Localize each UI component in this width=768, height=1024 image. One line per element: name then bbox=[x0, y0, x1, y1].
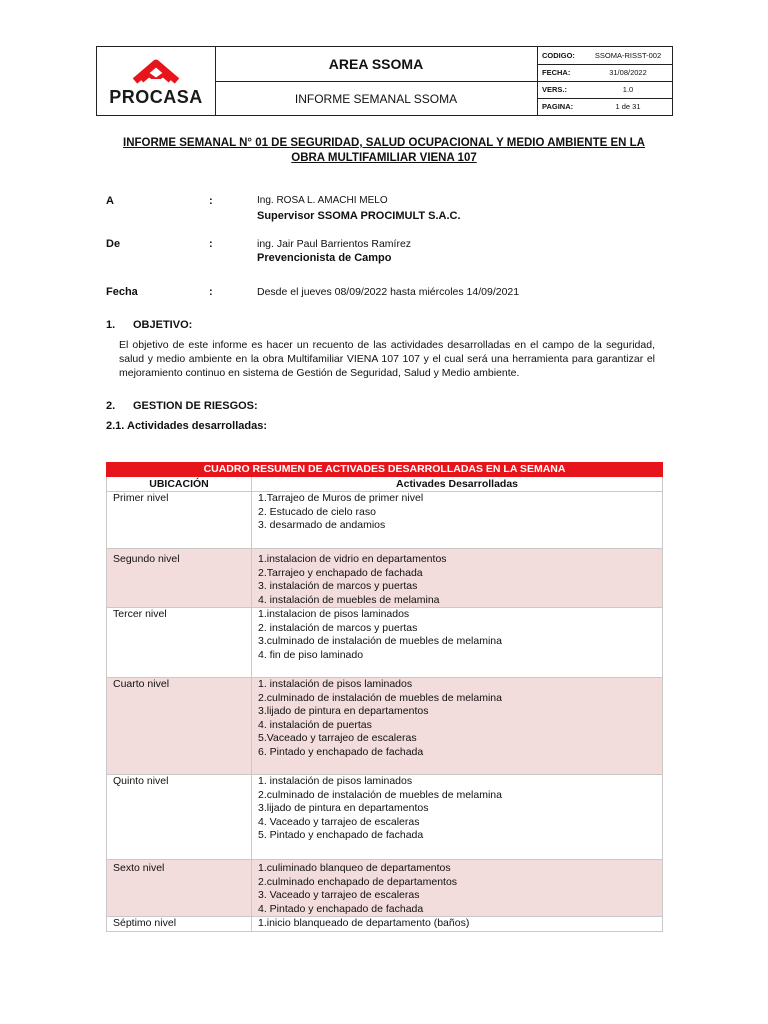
location-cell: Séptimo nivel bbox=[107, 917, 252, 932]
activities-cell bbox=[252, 917, 663, 932]
activities-cell bbox=[252, 678, 663, 775]
meta-label: VERS.: bbox=[542, 85, 568, 94]
activity-item: 2.culminado de instalación de muebles de melamina bbox=[258, 691, 502, 704]
to-role: Supervisor SSOMA PROCIMULT S.A.C. bbox=[257, 210, 461, 222]
activity-item: 1.inicio blanqueado de departamento (baños) bbox=[258, 917, 470, 929]
meta-row-date bbox=[538, 64, 673, 82]
table-row bbox=[107, 492, 663, 549]
meta-value: SSOMA-RISST-002 bbox=[594, 51, 662, 60]
meta-row-page bbox=[538, 98, 673, 115]
activity-item: 2.culminado enchapado de departamentos bbox=[258, 875, 458, 888]
report-title: INFORME SEMANAL SSOMA bbox=[294, 91, 458, 106]
document-header bbox=[96, 46, 673, 116]
logo-wordmark: PROCASA bbox=[109, 87, 203, 107]
activity-item: 1.instalacion de vidrio en departamentos bbox=[258, 553, 447, 565]
from-name: ing. Jair Paul Barrientos Ramírez bbox=[257, 238, 412, 250]
location-cell: Sexto nivel bbox=[107, 860, 252, 917]
activity-item: 4. Pintado y enchapado de fachada bbox=[258, 902, 424, 915]
table-row bbox=[107, 917, 663, 932]
document-meta bbox=[537, 47, 673, 115]
meta-value: 31/08/2022 bbox=[609, 68, 647, 77]
table-row bbox=[107, 860, 663, 917]
colon: : bbox=[209, 195, 213, 207]
column-header-location: UBICACIÓN bbox=[107, 477, 252, 492]
meta-row-code bbox=[538, 47, 673, 65]
meta-label: FECHA: bbox=[542, 68, 571, 77]
date-label: Fecha bbox=[106, 286, 138, 298]
date-value: Desde el jueves 08/09/2022 hasta miércoles 14/09/2021 bbox=[257, 286, 520, 298]
from-role: Prevencionista de Campo bbox=[257, 252, 392, 264]
column-header-activities: Activades Desarrolladas bbox=[252, 477, 663, 492]
location-cell: Quinto nivel bbox=[107, 775, 252, 860]
activity-item: 3.culminado de instalación de muebles de melamina bbox=[258, 635, 502, 647]
activity-item: 3. instalación de marcos y puertas bbox=[258, 580, 418, 592]
activity-item: 2. instalación de marcos y puertas bbox=[258, 621, 418, 634]
activity-item: 4. fin de piso laminado bbox=[258, 648, 364, 661]
activity-item: 2.culminado de instalación de muebles de melamina bbox=[258, 788, 502, 801]
section-2-heading: GESTION DE RIESGOS: bbox=[133, 400, 258, 412]
colon: : bbox=[209, 286, 213, 298]
company-logo bbox=[97, 47, 216, 115]
meta-label: CODIGO: bbox=[542, 51, 575, 60]
activity-item: 3.lijado de pintura en departamentos bbox=[258, 802, 429, 814]
activity-item: 3. Vaceado y tarrajeo de escaleras bbox=[258, 889, 420, 901]
location-cell: Primer nivel bbox=[107, 492, 252, 549]
activity-item: 4. Vaceado y tarrajeo de escaleras bbox=[258, 815, 420, 828]
table-row bbox=[107, 678, 663, 775]
meta-value: 1.0 bbox=[622, 85, 634, 94]
activity-item: 6. Pintado y enchapado de fachada bbox=[258, 745, 424, 758]
to-label: A bbox=[106, 195, 114, 207]
activity-item: 5. Pintado y enchapado de fachada bbox=[258, 829, 424, 841]
location-cell: Segundo nivel bbox=[107, 549, 252, 608]
table-caption: CUADRO RESUMEN DE ACTIVADES DESARROLLADAS EN LA SEMANA bbox=[107, 463, 663, 477]
activity-item: 3. desarmado de andamios bbox=[258, 519, 386, 531]
activities-cell bbox=[252, 549, 663, 608]
location-cell: Tercer nivel bbox=[107, 608, 252, 678]
activities-cell bbox=[252, 860, 663, 917]
objective-paragraph: El objetivo de este informe es hacer un recuento de las actividades desarrolladas en el campo de la seguridad, salud y medio ambiente en la obra Multifamiliar VIENA 107 107 y el cual será una herramienta para garantizar el mejoramiento continuo en sistema de Gestión de Seguridad, Salud y Medio ambiente. bbox=[119, 339, 655, 379]
activity-item: 1.Tarrajeo de Muros de primer nivel bbox=[258, 492, 424, 504]
location-cell: Cuarto nivel bbox=[107, 678, 252, 775]
activity-item: 1. instalación de pisos laminados bbox=[258, 678, 413, 690]
activity-item: 4. instalación de muebles de melamina bbox=[258, 593, 440, 606]
to-name: Ing. ROSA L. AMACHI MELO bbox=[257, 195, 388, 206]
section-1-heading: OBJETIVO: bbox=[133, 319, 193, 331]
table-row bbox=[107, 549, 663, 608]
area-title: AREA SSOMA bbox=[215, 47, 537, 82]
meta-row-version bbox=[538, 81, 673, 99]
activities-cell bbox=[252, 608, 663, 678]
activity-item: 4. instalación de puertas bbox=[258, 718, 372, 731]
activity-item: 2.Tarrajeo y enchapado de fachada bbox=[258, 566, 423, 579]
activity-item: 1.culiminado blanqueo de departamentos bbox=[258, 862, 451, 874]
section-1-number: 1. bbox=[106, 319, 116, 331]
meta-label: PAGINA: bbox=[542, 102, 574, 111]
activities-table bbox=[106, 462, 663, 932]
section-2-1-heading: 2.1. Actividades desarrolladas: bbox=[106, 420, 267, 432]
activities-cell bbox=[252, 492, 663, 549]
activity-item: 1. instalación de pisos laminados bbox=[258, 775, 413, 787]
activities-cell bbox=[252, 775, 663, 860]
section-2-number: 2. bbox=[106, 400, 116, 412]
activity-item: 5.Vaceado y tarrajeo de escaleras bbox=[258, 732, 417, 744]
activity-item: 2. Estucado de cielo raso bbox=[258, 505, 376, 518]
colon: : bbox=[209, 238, 213, 250]
meta-value: 1 de 31 bbox=[615, 102, 641, 111]
from-label: De bbox=[106, 238, 121, 250]
table-row bbox=[107, 608, 663, 678]
table-row bbox=[107, 775, 663, 860]
activity-item: 3.lijado de pintura en departamentos bbox=[258, 705, 429, 717]
activity-item: 1.instalacion de pisos laminados bbox=[258, 608, 410, 620]
report-main-title: INFORME SEMANAL N° 01 DE SEGURIDAD, SALUD OCUPACIONAL Y MEDIO AMBIENTE EN LA OBRA MULTIFAMILIAR VIENA 107 bbox=[123, 137, 645, 164]
